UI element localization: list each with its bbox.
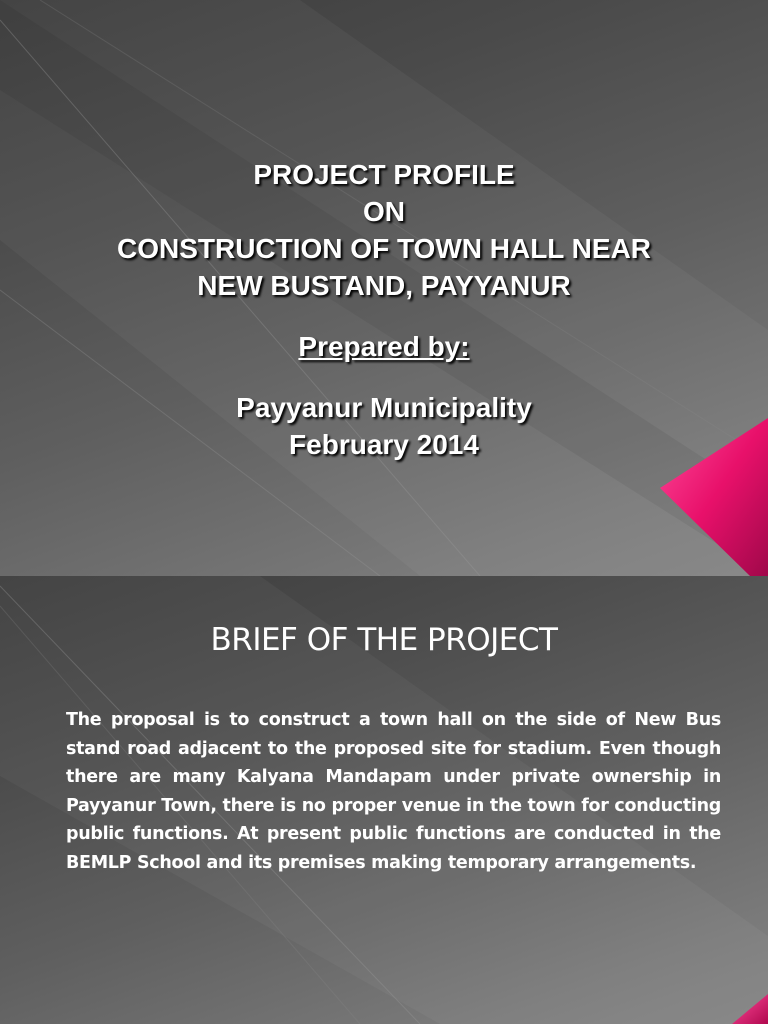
document-date: February 2014: [289, 429, 479, 460]
title-line-1: PROJECT PROFILE: [253, 159, 515, 190]
title-line-3: CONSTRUCTION OF TOWN HALL NEAR: [116, 233, 652, 264]
title-line-4: NEW BUSTAND, PAYYANUR: [197, 270, 571, 301]
title-block: [34, 156, 734, 463]
title-line-2: ON: [363, 196, 405, 227]
project-brief-paragraph: The proposal is to construct a town hall on the side of New Bus stand road adjacent to the proposed site for stadium. Even though there are many Kalyana Mandapam under private ownership in Payyanur Town, there is no proper venue in the town for conducting public functions. At present public functions are conducted in the BEMLP School and its premises making temporary arrangements.: [66, 710, 721, 873]
slide-heading: BRIEF OF THE PROJECT: [210, 622, 558, 658]
prepared-by-label: Prepared by:: [298, 331, 470, 362]
organization-name: Payyanur Municipality: [236, 392, 532, 423]
pink-accent-shape: [732, 994, 768, 1024]
brief-slide: [0, 576, 768, 1024]
